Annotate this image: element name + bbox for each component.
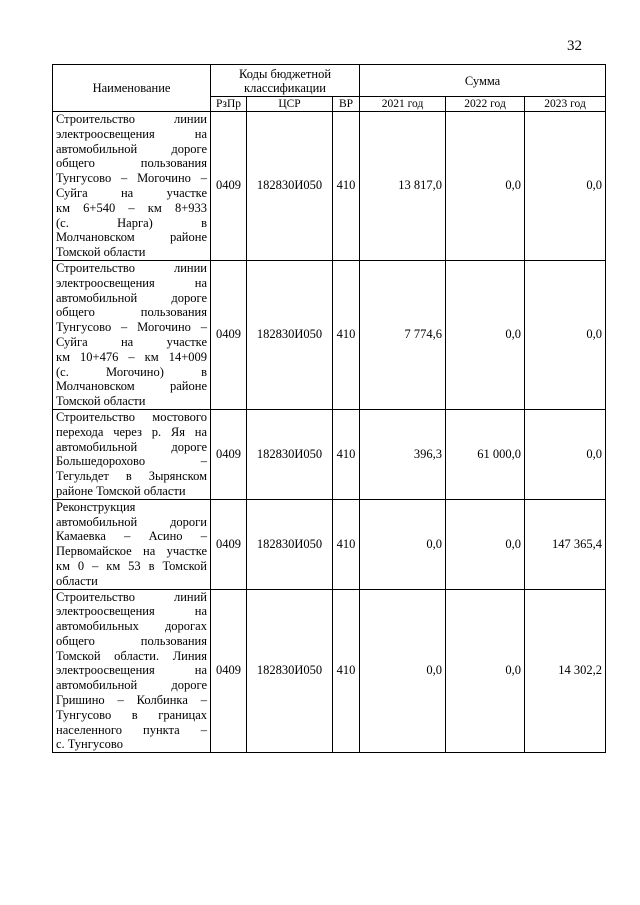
name-line: Строительство линий bbox=[56, 589, 207, 604]
name-line: Томской области bbox=[56, 245, 146, 260]
cell-2021: 0,0 bbox=[360, 499, 446, 589]
cell-csr: 182830И050 bbox=[247, 499, 333, 589]
name-line: Реконструкция bbox=[56, 499, 136, 514]
name-line: Суйга на участке bbox=[56, 334, 207, 349]
name-line: Суйга на участке bbox=[56, 185, 207, 200]
name-line: Томской области bbox=[56, 394, 146, 409]
name-line: автомобильных дорогах bbox=[56, 619, 207, 634]
name-line: (с. Нарга) в bbox=[56, 215, 207, 230]
cell-name bbox=[53, 409, 211, 499]
name-line: общего пользования bbox=[56, 305, 207, 320]
cell-vr: 410 bbox=[333, 409, 360, 499]
name-line: Строительство мостового bbox=[56, 409, 207, 424]
cell-rzpr: 0409 bbox=[211, 260, 247, 409]
header-codes: Коды бюджетной классификации bbox=[211, 65, 360, 97]
cell-2022: 61 000,0 bbox=[446, 409, 525, 499]
table-row bbox=[53, 589, 606, 753]
cell-2023: 147 365,4 bbox=[525, 499, 606, 589]
cell-name bbox=[53, 499, 211, 589]
name-line: автомобильной дороге bbox=[56, 678, 207, 693]
cell-vr: 410 bbox=[333, 260, 360, 409]
header-2021: 2021 год bbox=[360, 97, 446, 112]
name-line: Строительство линии bbox=[56, 260, 207, 275]
name-line: км 6+540 – км 8+933 bbox=[56, 200, 207, 215]
name-line: перехода через р. Яя на bbox=[56, 424, 207, 439]
header-row bbox=[53, 65, 606, 97]
cell-2021: 0,0 bbox=[360, 589, 446, 753]
cell-name bbox=[53, 112, 211, 261]
cell-2021: 7 774,6 bbox=[360, 260, 446, 409]
table-row bbox=[53, 260, 606, 409]
name-line: электроосвещения на bbox=[56, 275, 207, 290]
name-line: электроосвещения на bbox=[56, 663, 207, 678]
cell-2023: 0,0 bbox=[525, 260, 606, 409]
name-line: Большедорохово – bbox=[56, 454, 207, 469]
name-line: Строительство линии bbox=[56, 112, 207, 126]
name-line: (с. Могочино) в bbox=[56, 364, 207, 379]
name-line: автомобильной дороге bbox=[56, 290, 207, 305]
cell-vr: 410 bbox=[333, 499, 360, 589]
name-line: электроосвещения на bbox=[56, 126, 207, 141]
name-line: Тунгусово – Могочино – bbox=[56, 171, 207, 186]
header-2022: 2022 год bbox=[446, 97, 525, 112]
cell-2021: 396,3 bbox=[360, 409, 446, 499]
cell-2023: 0,0 bbox=[525, 112, 606, 261]
name-line: Первомайское на участке bbox=[56, 544, 207, 559]
name-line: автомобильной дороге bbox=[56, 439, 207, 454]
name-line: общего пользования bbox=[56, 156, 207, 171]
name-line: Молчановском районе bbox=[56, 230, 207, 245]
cell-csr: 182830И050 bbox=[247, 589, 333, 753]
name-line: Тегульдет в Зырянском bbox=[56, 469, 207, 484]
cell-2023: 14 302,2 bbox=[525, 589, 606, 753]
name-line: Молчановском районе bbox=[56, 379, 207, 394]
header-2023: 2023 год bbox=[525, 97, 606, 112]
table-row bbox=[53, 112, 606, 261]
cell-csr: 182830И050 bbox=[247, 112, 333, 261]
cell-2022: 0,0 bbox=[446, 589, 525, 753]
name-line: автомобильной дороге bbox=[56, 141, 207, 156]
name-line: районе Томской области bbox=[56, 483, 186, 498]
name-line: Тунгусово – Могочино – bbox=[56, 320, 207, 335]
cell-name bbox=[53, 260, 211, 409]
cell-vr: 410 bbox=[333, 589, 360, 753]
name-line: Гришино – Колбинка – bbox=[56, 693, 207, 708]
name-line: Тунгусово в границах bbox=[56, 707, 207, 722]
name-line: км 10+476 – км 14+009 bbox=[56, 349, 207, 364]
cell-rzpr: 0409 bbox=[211, 589, 247, 753]
cell-2021: 13 817,0 bbox=[360, 112, 446, 261]
header-csr: ЦСР bbox=[247, 97, 333, 112]
cell-2022: 0,0 bbox=[446, 112, 525, 261]
cell-2022: 0,0 bbox=[446, 499, 525, 589]
name-line: с. Тунгусово bbox=[56, 737, 123, 752]
name-line: электроосвещения на bbox=[56, 604, 207, 619]
header-name: Наименование bbox=[53, 65, 211, 112]
cell-csr: 182830И050 bbox=[247, 409, 333, 499]
table-row bbox=[53, 499, 606, 589]
cell-2023: 0,0 bbox=[525, 409, 606, 499]
name-line: Камаевка – Асино – bbox=[56, 529, 207, 544]
cell-csr: 182830И050 bbox=[247, 260, 333, 409]
budget-table bbox=[52, 64, 606, 753]
cell-rzpr: 0409 bbox=[211, 499, 247, 589]
name-line: области bbox=[56, 573, 98, 588]
name-line: населенного пункта – bbox=[56, 722, 207, 737]
name-line: общего пользования bbox=[56, 633, 207, 648]
name-line: автомобильной дороги bbox=[56, 514, 207, 529]
cell-name bbox=[53, 589, 211, 753]
table-row bbox=[53, 409, 606, 499]
name-line: км 0 – км 53 в Томской bbox=[56, 558, 207, 573]
header-rzpr: РзПр bbox=[211, 97, 247, 112]
cell-rzpr: 0409 bbox=[211, 409, 247, 499]
cell-rzpr: 0409 bbox=[211, 112, 247, 261]
cell-vr: 410 bbox=[333, 112, 360, 261]
page-number: 32 bbox=[567, 38, 582, 54]
header-vr: ВР bbox=[333, 97, 360, 112]
cell-2022: 0,0 bbox=[446, 260, 525, 409]
name-line: Томской области. Линия bbox=[56, 648, 207, 663]
header-sum: Сумма bbox=[360, 65, 606, 97]
